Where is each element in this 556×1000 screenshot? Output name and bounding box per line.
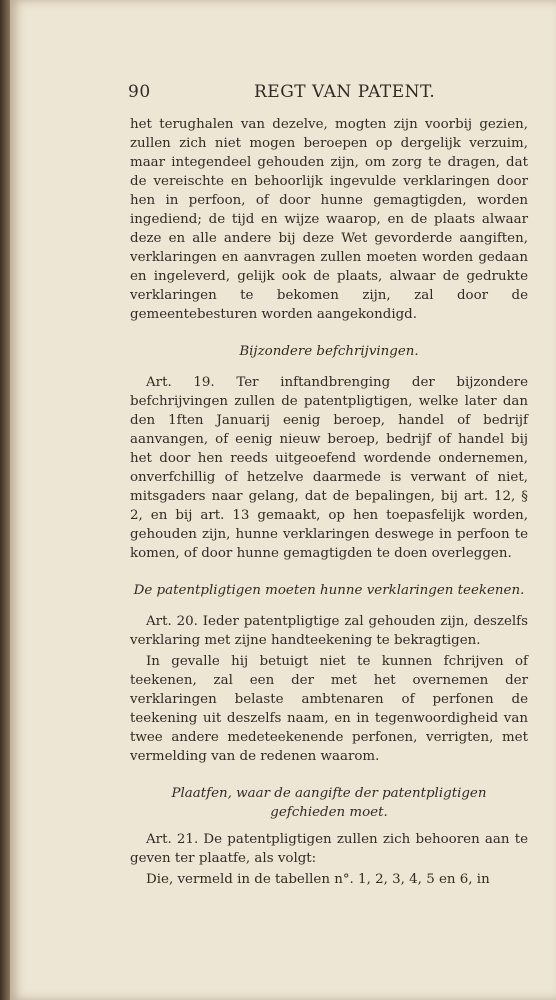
book-spine-shadow: [0, 0, 10, 1000]
section-heading-plaatsen: [130, 784, 528, 822]
running-head: REGT VAN PATENT.: [254, 82, 436, 102]
paragraph-ingevalle: In gevalle hij betuigt niet te kunnen fchrijven of teekenen, zal een der met het overnemen der verklaringen belaste ambtenaren of perfonen de teekening uit deszelfs naam, en in tegenwoordigheid van twee andere medeteekenende perfonen, verrigten, met vermelding van de redenen waarom.: [130, 654, 528, 764]
section-heading-teekenen: De patentpligtigen moeten hunne verklaringen teekenen.: [133, 583, 525, 598]
paragraph-die: Die, vermeld in de tabellen n°. 1, 2, 3, 4, 5 en 6, in: [146, 872, 490, 887]
heading-line-1: Plaatfen, waar de aangifte der patentpligtigen: [171, 786, 487, 801]
section-heading-bijzondere: Bijzondere befchrijvingen.: [239, 344, 419, 359]
article-19: Art. 19. Ter inftandbrenging der bijzondere befchrijvingen zullen de patentpligtigen, welke later dan den 1ften Januarij eenig beroep, handel of bedrijf aanvangen, of eenig nieuw beroep, bedrijf of handel bij het door hen reeds uitgeoefend wordende ondernemen, onverfchillig of hetzelve daarmede is verwant of niet, mitsgaders naar gelang, dat de bepalingen, bij art. 12, § 2, en bij art. 13 gemaakt, op hen toepasfelijk worden, gehouden zijn, hunne verklaringen deswege in perfoon te komen, of door hunne gemagtigden te doen overleggen.: [130, 375, 528, 561]
page-number: 90: [128, 82, 151, 102]
page-body: [130, 115, 528, 889]
article-21: Art. 21. De patentpligtigen zullen zich behooren aan te geven ter plaatfe, als volgt:: [130, 832, 528, 866]
heading-line-2: gefchieden moet.: [270, 805, 388, 820]
article-20: Art. 20. Ieder patentpligtige zal gehouden zijn, deszelfs verklaring met zijne handteekening te bekragtigen.: [130, 614, 528, 648]
paragraph-continuation: het terughalen van dezelve, mogten zijn voorbij gezien, zullen zich niet mogen beroepen op dergelijk verzuim, maar integendeel gehouden zijn, om zorg te dragen, dat de vereischte en behoorlijk ingevulde verklaringen door hen in perfoon, of door hunne gemagtigden, worden ingediend; de tijd en wijze waarop, en de plaats alwaar deze en alle andere bij deze Wet gevorderde aangiften, verklaringen en aanvragen zullen moeten worden gedaan en ingeleverd, gelijk ook de plaats, alwaar de gedrukte verklaringen te bekomen zijn, zal door de gemeentebesturen worden aangekondigd.: [130, 117, 528, 322]
